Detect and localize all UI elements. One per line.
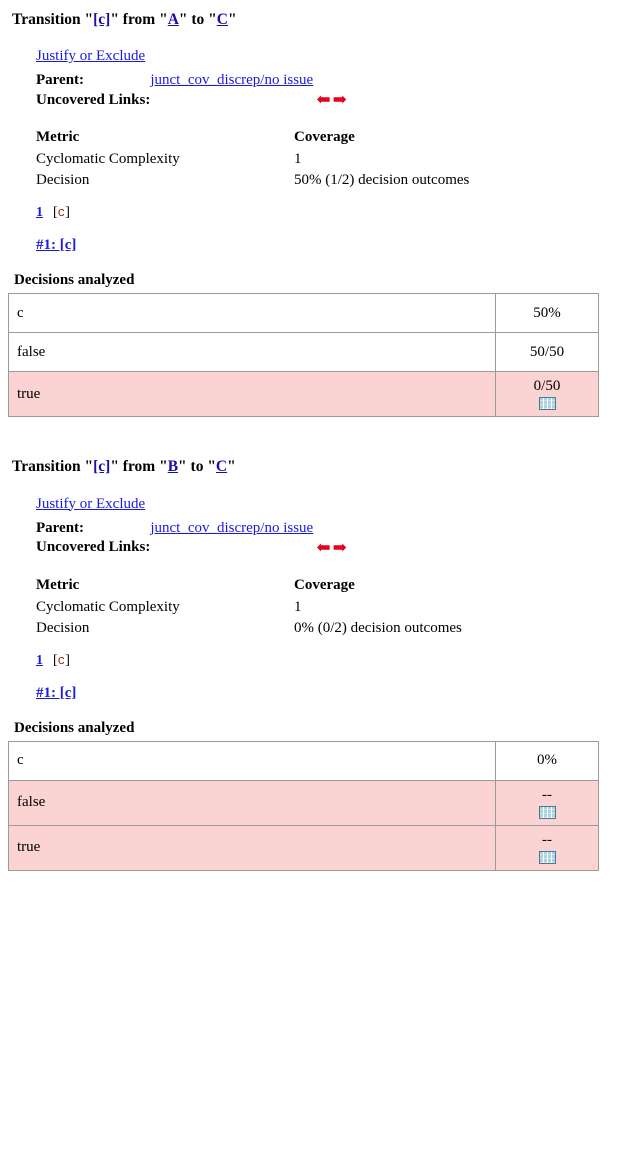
decision-outcome-cell: false <box>9 333 496 372</box>
table-grid-icon[interactable] <box>539 851 556 864</box>
metric-column-header: Metric <box>36 576 80 593</box>
uncovered-links-arrows <box>150 91 347 109</box>
value-stack <box>504 832 590 864</box>
decisions-table <box>8 741 599 872</box>
arrow-left-icon[interactable]: ⬅ <box>316 90 331 110</box>
table-row <box>9 333 599 372</box>
page-title: Transition "[c]" from "A" to "C" <box>12 11 237 28</box>
arrow-right-icon[interactable]: ➡ <box>332 537 347 557</box>
metrics-table <box>36 576 462 639</box>
parent-row <box>36 71 347 90</box>
uncovered-links-row <box>36 90 347 110</box>
value-stack <box>504 787 590 819</box>
transition-meta-table <box>36 71 347 110</box>
parent-label: Parent: <box>36 72 85 89</box>
decision-value-cell <box>496 741 599 780</box>
decision-value-cell <box>496 372 599 417</box>
transition-condition-link[interactable]: [c] <box>93 458 111 476</box>
parent-row <box>36 519 347 538</box>
uncovered-links-row <box>36 538 347 558</box>
decision-outcome-cell: false <box>9 780 496 825</box>
metric-value: 0% (0/2) decision outcomes <box>294 619 462 636</box>
table-grid-icon[interactable] <box>539 806 556 819</box>
decision-name-cell: c <box>9 294 496 333</box>
transition-target-link[interactable]: C <box>216 11 228 28</box>
coverage-column-header: Coverage <box>294 576 355 593</box>
metrics-row <box>36 170 469 191</box>
decision-index-row <box>36 205 623 221</box>
decisions-table <box>8 293 599 417</box>
transition-source-link[interactable]: A <box>167 11 179 28</box>
uncovered-links-cell <box>150 90 347 110</box>
uncovered-links-arrows <box>150 539 347 557</box>
metrics-header-row <box>36 128 469 149</box>
section-body <box>8 30 623 254</box>
transition-section <box>8 0 623 417</box>
metric-value: 1 <box>294 598 302 615</box>
decision-value-cell <box>496 294 599 333</box>
table-row <box>9 372 599 417</box>
arrow-right-icon[interactable]: ➡ <box>332 90 347 110</box>
table-row <box>9 294 599 333</box>
justify-or-exclude-link[interactable]: Justify or Exclude <box>36 495 146 512</box>
section-body <box>8 478 623 702</box>
coverage-column-header: Coverage <box>294 129 355 146</box>
decision-value: 0/50 <box>533 378 561 395</box>
decisions-analyzed-caption: Decisions analyzed <box>14 272 135 289</box>
parent-label: Parent: <box>36 519 85 536</box>
parent-link[interactable]: junct_cov_discrep/no issue <box>150 519 314 536</box>
metrics-row <box>36 597 462 618</box>
decision-value-cell <box>496 780 599 825</box>
table-row <box>9 780 599 825</box>
value-stack <box>504 344 590 361</box>
transition-condition-link[interactable]: [c] <box>93 11 111 28</box>
metric-column-header: Metric <box>36 129 80 146</box>
parent-value-cell <box>150 519 347 538</box>
metric-value: 1 <box>294 151 302 168</box>
justify-or-exclude-link[interactable]: Justify or Exclude <box>36 48 146 65</box>
decisions-analyzed-caption: Decisions analyzed <box>14 719 135 736</box>
decision-index-link[interactable]: 1 <box>36 205 43 221</box>
transition-source-link[interactable]: B <box>167 458 179 476</box>
value-stack <box>504 752 590 769</box>
value-stack <box>504 378 590 410</box>
transition-sections <box>8 0 623 871</box>
decision-expression: [c] <box>53 205 70 221</box>
metric-value: 50% (1/2) decision outcomes <box>294 172 470 189</box>
decision-expression: [c] <box>53 652 70 668</box>
decision-value: 50% <box>533 304 561 321</box>
bracket-open: [ <box>53 205 58 221</box>
transition-target-link[interactable]: C <box>215 458 228 476</box>
uncovered-links-label: Uncovered Links: <box>36 539 151 556</box>
value-stack <box>504 305 590 322</box>
metrics-row <box>36 149 469 170</box>
bracket-close: ] <box>65 205 70 221</box>
decision-anchor-link[interactable]: #1: [c] <box>36 237 77 254</box>
decision-value: 0% <box>537 751 557 768</box>
decision-value-cell <box>496 825 599 870</box>
metric-name: Cyclomatic Complexity <box>36 151 180 168</box>
decision-name-cell: c <box>9 741 496 780</box>
decision-outcome-cell: true <box>9 825 496 870</box>
metric-name: Decision <box>36 172 90 189</box>
table-row <box>9 741 599 780</box>
decision-anchor-link[interactable]: #1: [c] <box>36 684 77 701</box>
decision-value: 50/50 <box>529 343 565 360</box>
metric-name: Decision <box>36 619 90 636</box>
decision-value: -- <box>542 831 552 848</box>
decision-outcome-cell: true <box>9 372 496 417</box>
table-grid-icon[interactable] <box>539 397 556 410</box>
table-row <box>9 825 599 870</box>
transition-meta-table <box>36 519 347 558</box>
metric-name: Cyclomatic Complexity <box>36 598 180 615</box>
metrics-table <box>36 128 469 191</box>
decision-index-link[interactable]: 1 <box>36 652 43 668</box>
metrics-row <box>36 618 462 639</box>
uncovered-links-label: Uncovered Links: <box>36 91 151 108</box>
metrics-header-row <box>36 576 462 597</box>
decision-value: -- <box>542 786 552 803</box>
bracket-open: [ <box>53 652 58 668</box>
decision-value-cell <box>496 333 599 372</box>
transition-section <box>8 417 623 871</box>
parent-link[interactable]: junct_cov_discrep/no issue <box>150 72 314 89</box>
uncovered-links-cell <box>150 538 347 558</box>
decision-index-row <box>36 653 623 669</box>
bracket-close: ] <box>65 652 70 668</box>
parent-value-cell <box>150 71 347 90</box>
arrow-left-icon[interactable]: ⬅ <box>316 537 331 557</box>
page-title: Transition "[c]" from "B" to "C" <box>12 458 236 476</box>
